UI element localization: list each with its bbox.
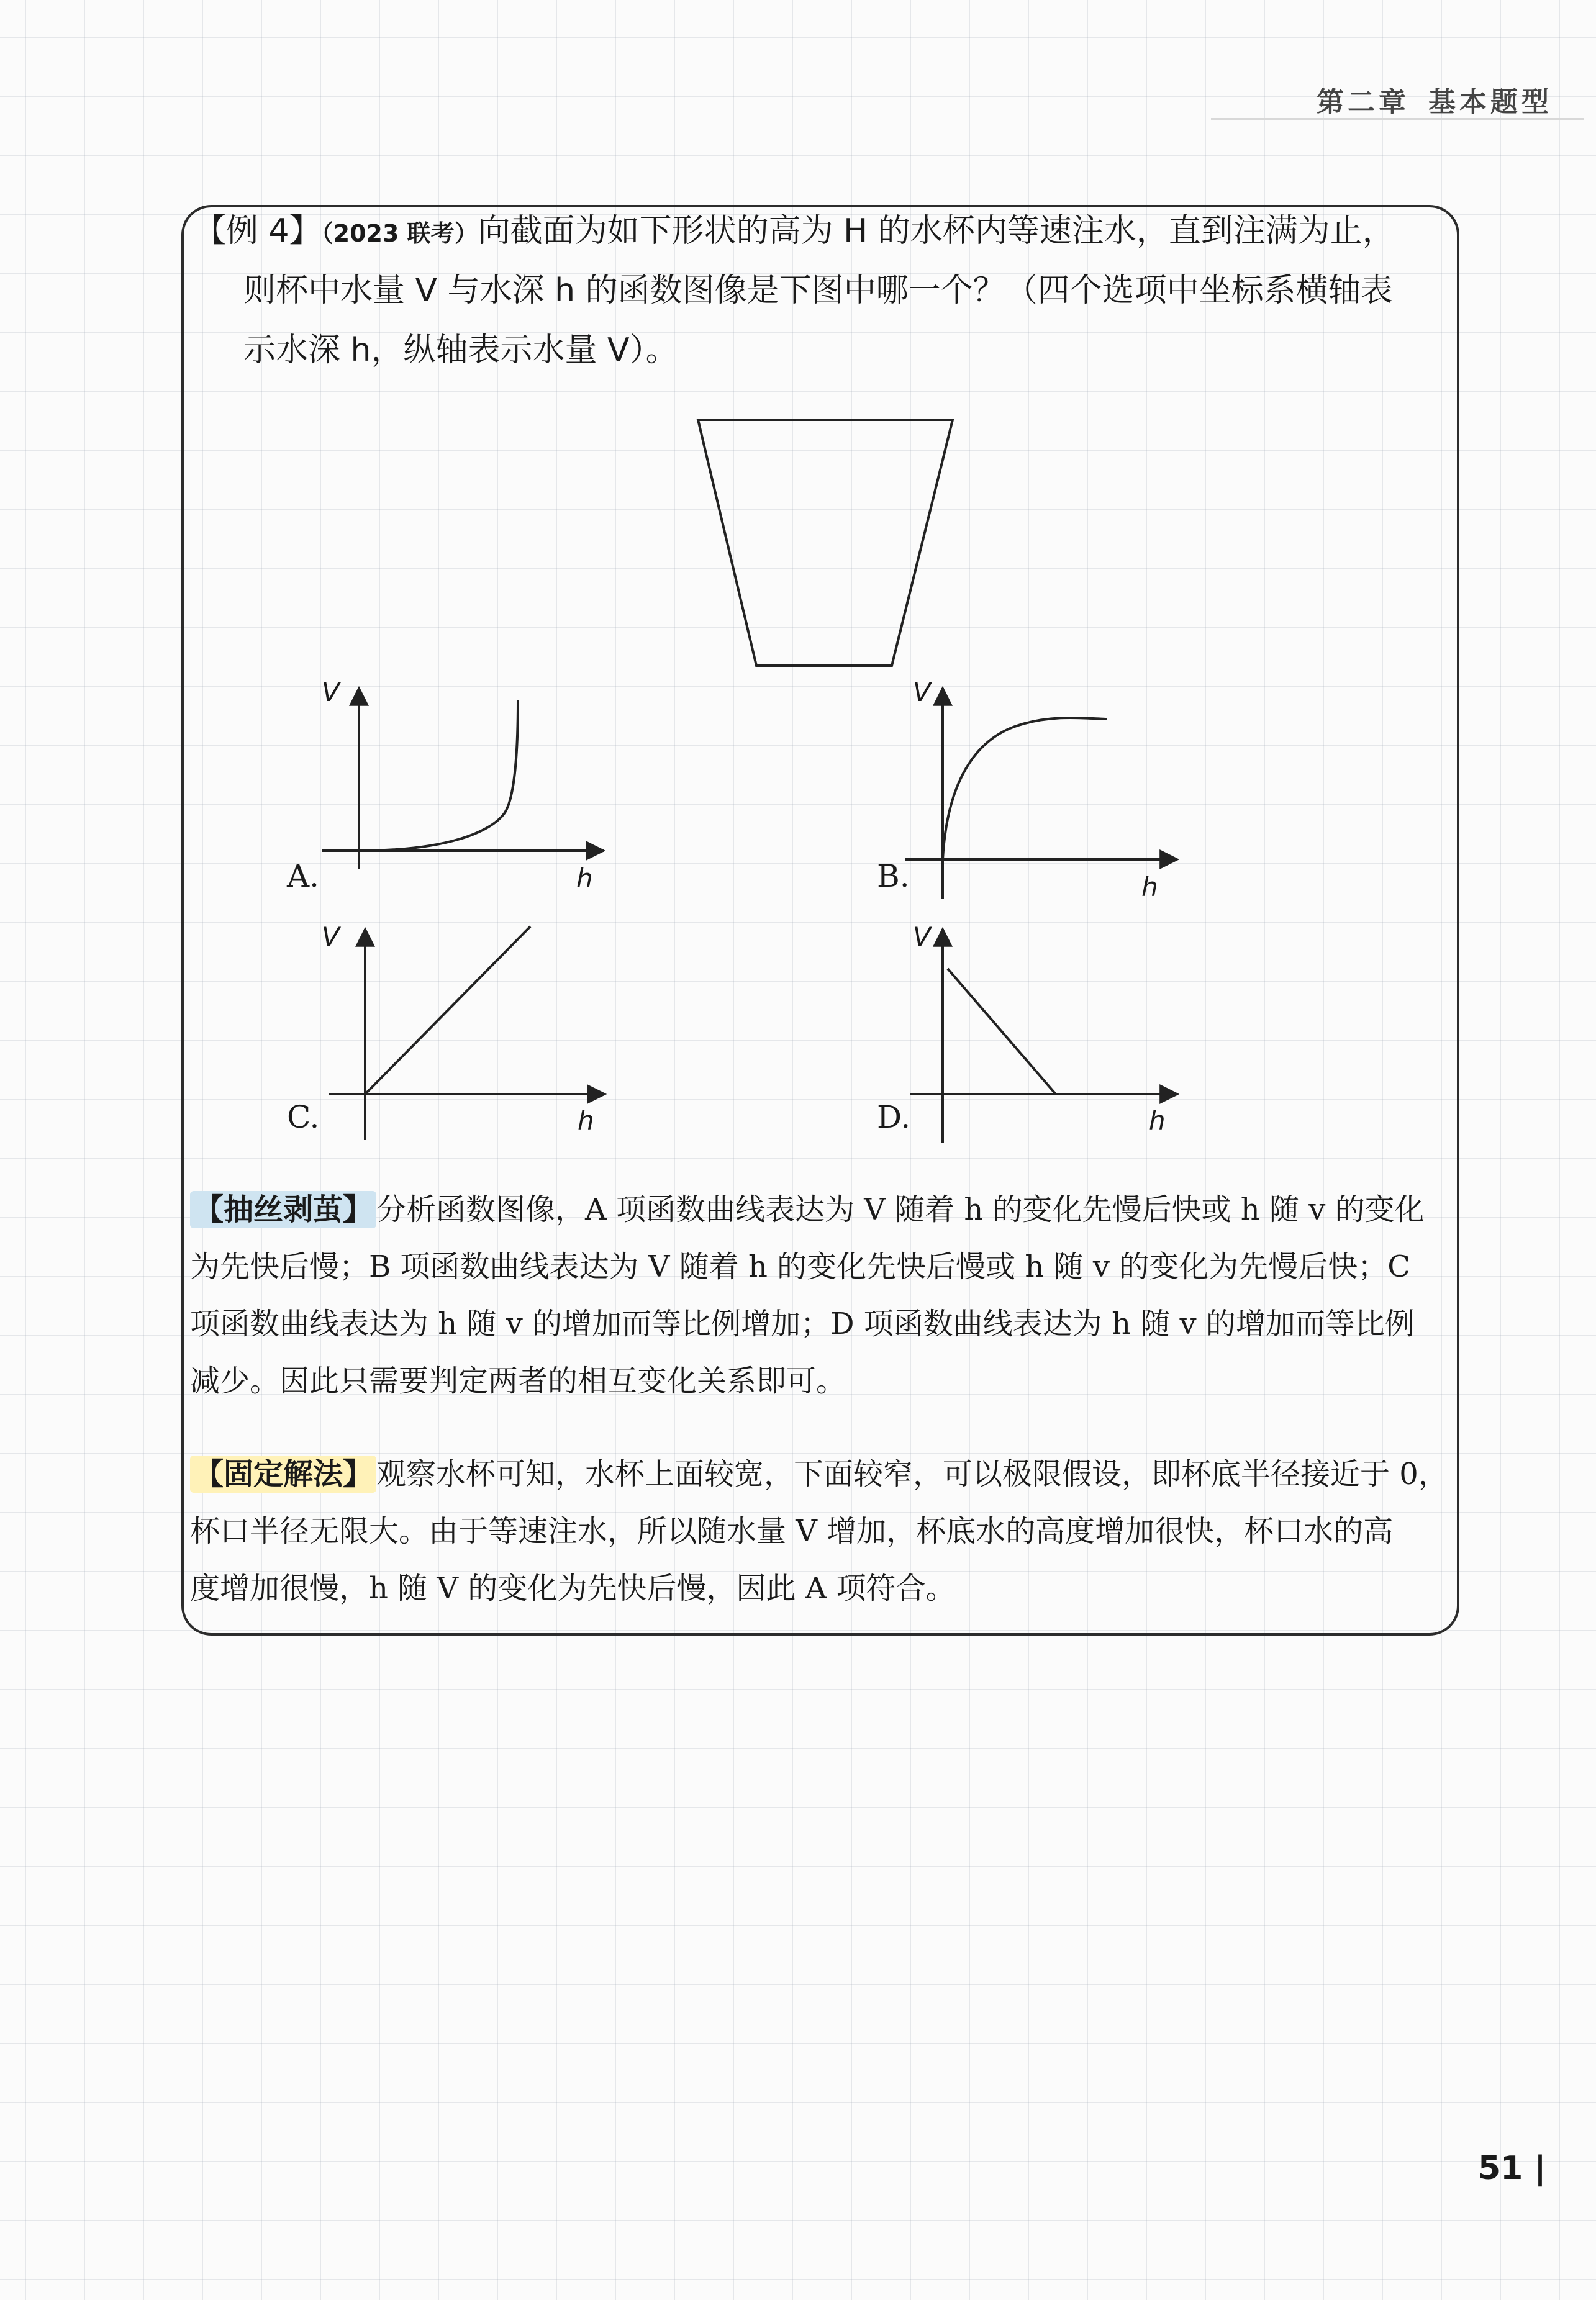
question-line-3: 示水深 h，纵轴表示水量 V）。 xyxy=(243,332,678,369)
analysis-line-3: 项函数曲线表达为 h 随 v 的增加而等比例增加；D 项函数曲线表达为 h 随 v 的增加而等比例 xyxy=(190,1306,1415,1341)
question-source: （2023 联考） xyxy=(321,220,478,247)
page-number: 51 | xyxy=(1478,2150,1546,2187)
option-c-x-label: h xyxy=(578,1105,594,1136)
question-line-2: 则杯中水量 V 与水深 h 的函数图像是下图中哪一个？（四个选项中坐标系横轴表 xyxy=(243,272,1393,309)
option-d-label: D. xyxy=(877,1099,911,1135)
method-text-1: 观察水杯可知，水杯上面较宽，下面较窄，可以极限假设，即杯底半径接近于 0， xyxy=(376,1457,1448,1492)
graph-c xyxy=(329,926,605,1140)
page-number-value: 51 xyxy=(1478,2150,1523,2187)
graph-b-curve xyxy=(943,718,1107,859)
graph-d-line xyxy=(948,969,1056,1094)
method-line-2: 杯口半径无限大。由于等速注水，所以随水量 V 增加，杯底水的高度增加很快，杯口水的高 xyxy=(190,1514,1394,1549)
analysis-tag: 【抽丝剥茧】 xyxy=(190,1191,376,1228)
option-b-x-label: h xyxy=(1141,872,1158,902)
method-tag: 【固定解法】 xyxy=(190,1456,376,1493)
graph-d xyxy=(910,929,1177,1143)
option-c-label: C. xyxy=(287,1099,320,1135)
option-a-x-label: h xyxy=(576,863,593,894)
analysis-line-1 xyxy=(190,1181,1425,1238)
graph-c-line xyxy=(365,926,530,1094)
chapter-title: 基本题型 xyxy=(1428,86,1553,118)
option-b-label: B. xyxy=(877,858,910,894)
cup-cross-section xyxy=(698,420,953,666)
analysis-text-1: 分析函数图像，A 项函数曲线表达为 V 随着 h 的变化先慢后快或 h 随 v 的变化 xyxy=(376,1192,1425,1227)
chapter-label: 第二章 xyxy=(1317,86,1410,118)
graph-a xyxy=(322,688,604,869)
question-text-1: 向截面为如下形状的高为 H 的水杯内等速注水，直到注满为止， xyxy=(478,212,1395,250)
option-d-x-label: h xyxy=(1149,1105,1166,1136)
method-line-3: 度增加很慢，h 随 V 的变化为先快后慢，因此 A 项符合。 xyxy=(190,1571,956,1606)
graph-b xyxy=(905,688,1177,899)
analysis-line-2: 为先快后慢；B 项函数曲线表达为 V 随着 h 的变化先快后慢或 h 随 v 的变化为先慢后快；C xyxy=(190,1249,1410,1284)
option-b-y-label: V xyxy=(913,677,931,707)
option-c-y-label: V xyxy=(322,921,340,952)
option-a-y-label: V xyxy=(322,677,340,707)
method-line-1 xyxy=(190,1446,1448,1503)
option-d-y-label: V xyxy=(913,921,931,952)
option-a-label: A. xyxy=(287,858,320,894)
question-tag: 【例 4】 xyxy=(194,212,322,250)
graph-a-curve xyxy=(359,700,518,851)
analysis-line-4: 减少。因此只需要判定两者的相互变化关系即可。 xyxy=(190,1364,846,1398)
